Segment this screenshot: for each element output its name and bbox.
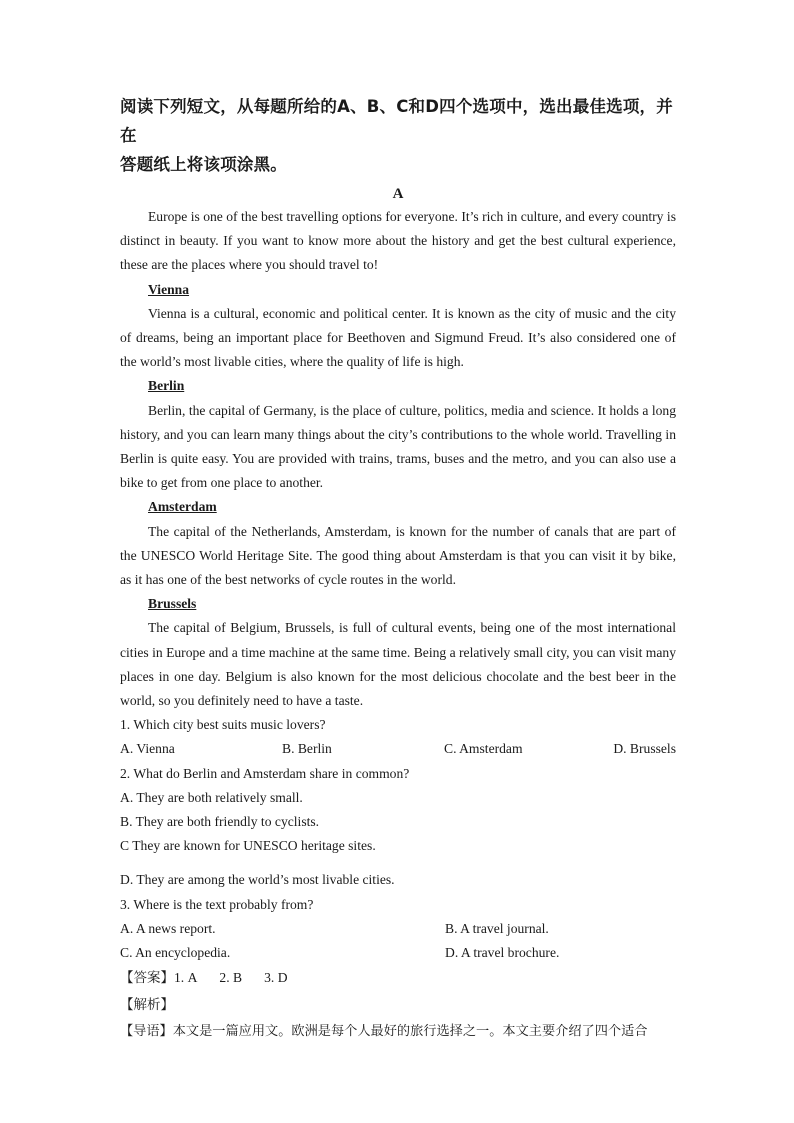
section-letter: A: [392, 186, 404, 202]
q3-option-b: B. A travel journal.: [445, 920, 549, 936]
city-heading-vienna: Vienna: [148, 281, 190, 297]
city-heading-amsterdam: Amsterdam: [148, 499, 217, 515]
q2-option-d: D. They are among the world’s most livable cities.: [120, 872, 395, 888]
city-paragraph-berlin: Berlin, the capital of Germany, is the place of culture, politics, media and science. It holds a long history, and you can learn many things about the city’s contributions to the whole world. Travelling in Berlin is quite easy. You are provided with trains, trams, buses and the metro, and you can also use a bike to get from one place to another.: [120, 402, 676, 491]
answer-2: 2. B: [219, 970, 243, 986]
intro-paragraph: Europe is one of the best travelling options for everyone. It’s rich in culture, and every country is distinct in beauty. If you want to know more about the history and get the best cultural experience, these are the places where you should travel to!: [120, 209, 676, 273]
instructions-line-1: 阅读下列短文，从每题所给的A、B、C和D四个选项中，选出最佳选项，并在: [120, 97, 673, 145]
city-paragraph-brussels: The capital of Belgium, Brussels, is full of cultural events, being one of the most international cities in Europe and a time machine at the same time. Being a relatively small city, you can visit many places in one day. Belgium is also known for the most delicious chocolate and the best beer in the world, so you definitely need to have a taste.: [120, 620, 676, 709]
q1-option-c: C. Amsterdam: [444, 741, 523, 757]
question-3-options-row-1: [120, 917, 676, 941]
guide-line: [120, 1019, 676, 1045]
instructions-line-2: 答题纸上将该项涂黑。: [120, 155, 287, 174]
question-1-stem: 1. Which city best suits music lovers?: [120, 717, 326, 733]
question-2-stem: 2. What do Berlin and Amsterdam share in common?: [120, 765, 410, 781]
q3-option-a: A. A news report.: [120, 920, 216, 936]
city-paragraph-vienna: Vienna is a cultural, economic and political center. It is known as the city of music and the city of dreams, being an important place for Beethoven and Sigmund Freud. It’s also considered one of the world’s most livable cities, where the quality of life is high.: [120, 305, 676, 370]
document-page: [120, 92, 676, 1045]
question-3-stem: 3. Where is the text probably from?: [120, 896, 314, 912]
q2-option-c: C They are known for UNESCO heritage sites.: [120, 838, 376, 854]
spacer: [120, 858, 676, 868]
q1-option-b: B. Berlin: [282, 741, 332, 757]
guide-label: 【导语】: [120, 1024, 173, 1040]
q2-option-b: B. They are both friendly to cyclists.: [120, 814, 320, 830]
question-1-options: [120, 737, 676, 761]
q3-option-d: D. A travel brochure.: [445, 945, 560, 961]
question-3-options-row-2: [120, 941, 676, 965]
analysis-label: 【解析】: [120, 997, 174, 1014]
q1-option-d: D. Brussels: [613, 741, 676, 757]
instructions: [120, 92, 676, 179]
q2-option-a: A. They are both relatively small.: [120, 789, 303, 805]
city-heading-berlin: Berlin: [148, 378, 185, 394]
answer-1: 1. A: [174, 970, 198, 986]
q3-option-c: C. An encyclopedia.: [120, 945, 231, 961]
answer-3: 3. D: [264, 970, 288, 986]
q1-option-a: A. Vienna: [120, 741, 175, 757]
city-heading-brussels: Brussels: [148, 596, 197, 612]
answer-line: [120, 965, 676, 991]
guide-text: 本文是一篇应用文。欧洲是每个人最好的旅行选择之一。本文主要介绍了四个适合: [172, 1024, 648, 1040]
city-paragraph-amsterdam: The capital of the Netherlands, Amsterdam, is known for the number of canals that are part of the UNESCO World Heritage Site. The good thing about Amsterdam is that you can visit it by bike, as it has one of the best networks of cycle routes in the world.: [120, 523, 676, 588]
answer-label: 【答案】: [120, 970, 174, 987]
